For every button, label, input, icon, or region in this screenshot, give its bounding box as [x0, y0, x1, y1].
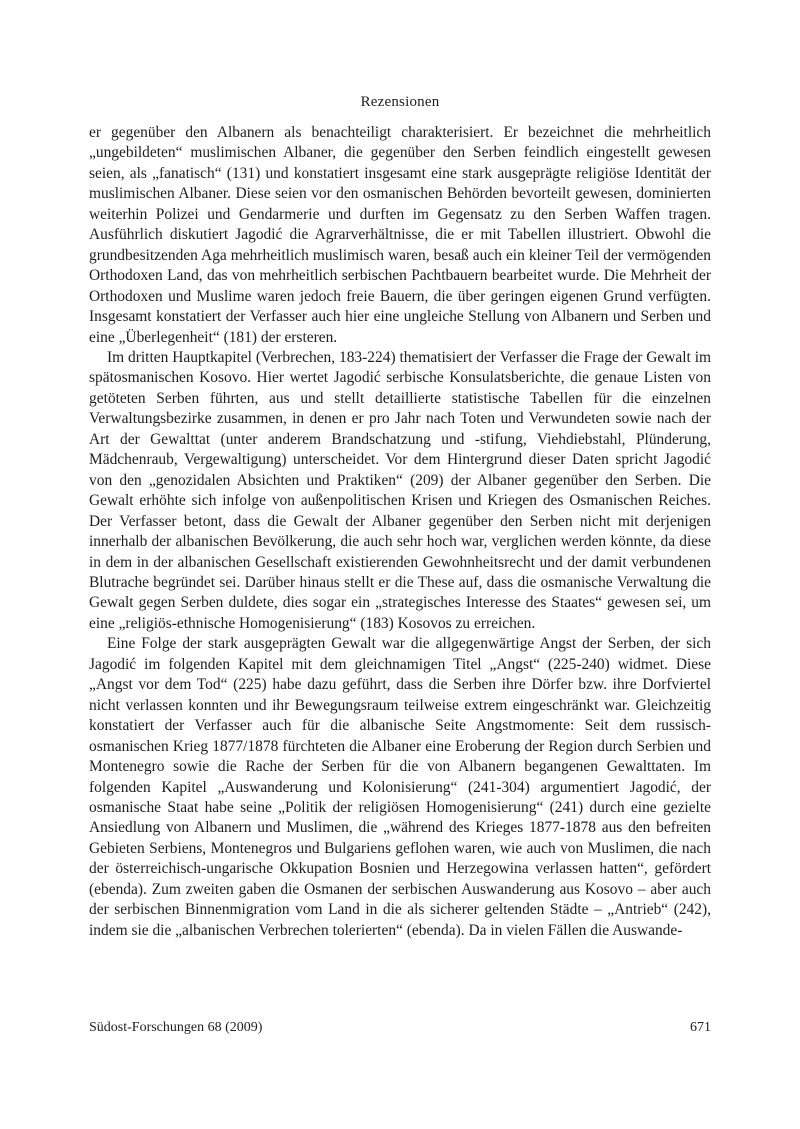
running-header: Rezensionen	[360, 94, 440, 110]
page-number: 671	[690, 1020, 711, 1035]
paragraph: Im dritten Hauptkapitel (Verbrechen, 183-224) thematisiert der Verfasser die Frage der Gewalt im spätosmanischen Kosovo. Hier wertet Jagodić serbische Konsulatsberichte, die genaue Listen von getöteten Serben führten, aus und stellt detaillierte statistische Tabellen für die einzelnen Verwaltungsbezirke zusammen, in denen er pro Jahr nach Toten und Verwundeten sowie nach der Art der Gewalttat (unter anderem Brandschatzung und -stifung, Viehdiebstahl, Plünderung, Mädchenraub, Vergewaltigung) unterscheidet. Vor dem Hintergrund dieser Daten spricht Jagodić von den „genozidalen Absichten und Praktiken“ (209) der Albaner gegenüber den Serben. Die Gewalt erhöhte sich infolge von außenpolitischen Krisen und Kriegen des Osmanischen Reiches. Der Verfasser betont, dass die Gewalt der Albaner gegenüber den Serben nicht mit derjenigen innerhalb der albanischen Bevölkerung, die auch sehr hoch war, verglichen werden könnte, da diese in dem in der albanischen Gesellschaft existierenden Gewohnheitsrecht und der damit verbundenen Blutrache begründet sei. Darüber hinaus stellt er die These auf, dass die osmanische Verwaltung die Gewalt gegen Serben duldete, dies sogar ein „strategisches Interesse des Staates“ gewesen sei, um eine „religiös-ethnische Homogenisierung“ (183) Kosovos zu erreichen.	[89, 348, 711, 632]
paragraph: Eine Folge der stark ausgeprägten Gewalt war die allgegenwärtige Angst der Serben, der sich Jagodić im folgenden Kapitel mit dem gleichnamigen Titel „Angst“ (225-240) widmet. Diese „Angst vor dem Tod“ (225) habe dazu geführt, dass die Serben ihre Dörfer bzw. ihre Dorfviertel nicht verlassen konnten und ihr Bewegungsraum teilweise extrem eingeschränkt war. Gleichzeitig konstatiert der Verfasser auch für die albanische Seite Angstmomente: Seit dem russisch-osmanischen Krieg 1877/1878 fürchteten die Albaner eine Eroberung der Region durch Serbien und Montenegro sowie die Rache der Serben für die von Albanern begangenen Gewalttaten. Im folgenden Kapitel „Auswanderung und Kolonisierung“ (241-304) argumentiert Jagodić, der osmanische Staat habe seine „Politik der religiösen Homogenisierung“ (241) durch eine gezielte Ansiedlung von Albanern und Muslimen, die „während des Krieges 1877-1878 aus den befreiten Gebieten Serbiens, Montenegros und Bulgariens geflohen waren, wie auch von Muslimen, die nach der österreichisch-ungarische Okkupation Bosnien und Herzegowina verlassen hatten“, gefördert (ebenda). Zum zweiten gaben die Osmanen der serbischen Auswanderung aus Kosovo – aber auch der serbischen Binnenmigration vom Land in die als sicherer geltenden Städte – „Antrieb“ (242), indem sie die „albanischen Verbrechen tolerierten“ (ebenda). Da in vielen Fällen die Auswande-	[89, 635, 711, 939]
journal-citation: Südost-Forschungen 68 (2009)	[89, 1020, 263, 1035]
paragraph: er gegenüber den Albanern als benachteiligt charakterisiert. Er bezeichnet die mehrheitlich „ungebildeten“ muslimischen Albaner, die gegenüber den Serben feindlich eingestellt gewesen seien, als „fanatisch“ (131) und konstatiert insgesamt eine stark ausgeprägte religiöse Identität der muslimischen Albaner. Diese seien vor den osmanischen Behörden bevorteilt gewesen, dominierten weiterhin Polizei und Gendarmerie und durften im Gegensatz zu den Serben Waffen tragen. Ausführlich diskutiert Jagodić die Agrarverhältnisse, die er mit Tabellen illustriert. Obwohl die grundbesitzenden Aga mehrheitlich muslimisch waren, besaß auch ein kleiner Teil der vermögenden Orthodoxen Land, das von mehrheitlich serbischen Pachtbauern bearbeitet wurde. Die Mehrheit der Orthodoxen und Muslime waren jedoch freie Bauern, die über geringen eigenen Grund verfügten. Insgesamt konstatiert der Verfasser auch hier eine ungleiche Stellung von Albanern und Serben und eine „Überlegenheit“ (181) der ersteren.	[89, 124, 711, 346]
page-footer	[89, 1020, 711, 1036]
article-body	[89, 123, 711, 941]
